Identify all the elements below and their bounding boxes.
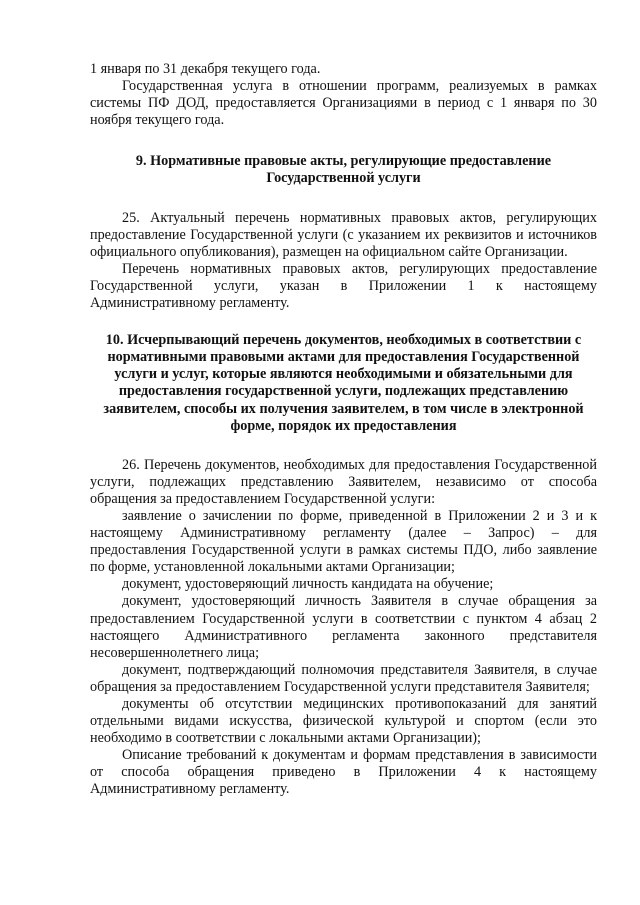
paragraph-acts-list: Перечень нормативных правовых актов, регулирующих предоставление Государственной услуги, указан в Приложении 1 к настоящему Административному регламенту. (90, 260, 597, 312)
paragraph-25: 25. Актуальный перечень нормативных правовых актов, регулирующих предоставление Государственной услуги (с указанием их реквизитов и источников официального опубликования), размещен на официальном сайте Организации. (90, 209, 597, 260)
list-item-candidate-id: документ, удостоверяющий личность кандидата на обучение; (122, 576, 494, 593)
list-item-applicant-id: документ, удостоверяющий личность Заявителя в случае обращения за предоставлением Государственной услуги в соответствии с пунктом 4 абзац 2 настоящего Административного регламента законного представителя несовершеннолетнего лица; (90, 593, 597, 661)
list-item-representative-authority: документ, подтверждающий полномочия представителя Заявителя, в случае обращения за предоставлением Государственной услуги представителя Заявителя; (90, 661, 597, 695)
section-9-heading-line-2: Государственной услуги (266, 170, 421, 187)
section-9-heading-line-1: 9. Нормативные правовые акты, регулирующие предоставление (135, 153, 552, 170)
list-item-medical-documents: документы об отсутствии медицинских противопоказаний для занятий отдельными видами искусства, физической культурой и спортом (если это необходимо в соответствии с локальными актами Организации); (90, 696, 597, 747)
paragraph-requirements-description: Описание требований к документам и формам представления в зависимости от способа обращения приведено в Приложении 4 к настоящему Административному регламенту. (90, 747, 597, 798)
list-item-application: заявление о зачислении по форме, приведенной в Приложении 2 и 3 и к настоящему Административному регламенту (далее – Запрос) – для предоставления Государственной услуги в рамках системы ПДО, либо заявление по форме, установленной локальными актами Организации; (90, 507, 597, 576)
paragraph-service-period: Государственная услуга в отношении программ, реализуемых в рамках системы ПФ ДОД, предоставляется Организациями в период с 1 января по 30 ноября текущего года. (90, 78, 597, 129)
section-10-heading: 10. Исчерпывающий перечень документов, необходимых в соответствии с нормативными правовыми актами для предоставления Государственной услуги и услуг, которые являются необходимыми и обязательными для предоставления государственной услуги, подлежащих представлению заявителем, способы их получения заявителем, в том числе в электронной форме, порядок их предоставления (103, 332, 584, 434)
paragraph-intro-continuation: 1 января по 31 декабря текущего года. (90, 61, 321, 77)
text-column (90, 61, 597, 799)
paragraph-26: 26. Перечень документов, необходимых для предоставления Государственной услуги, подлежащих представлению Заявителем, независимо от способа обращения за предоставлением Государственной услуги: (90, 456, 597, 507)
section-9-heading (90, 153, 597, 187)
